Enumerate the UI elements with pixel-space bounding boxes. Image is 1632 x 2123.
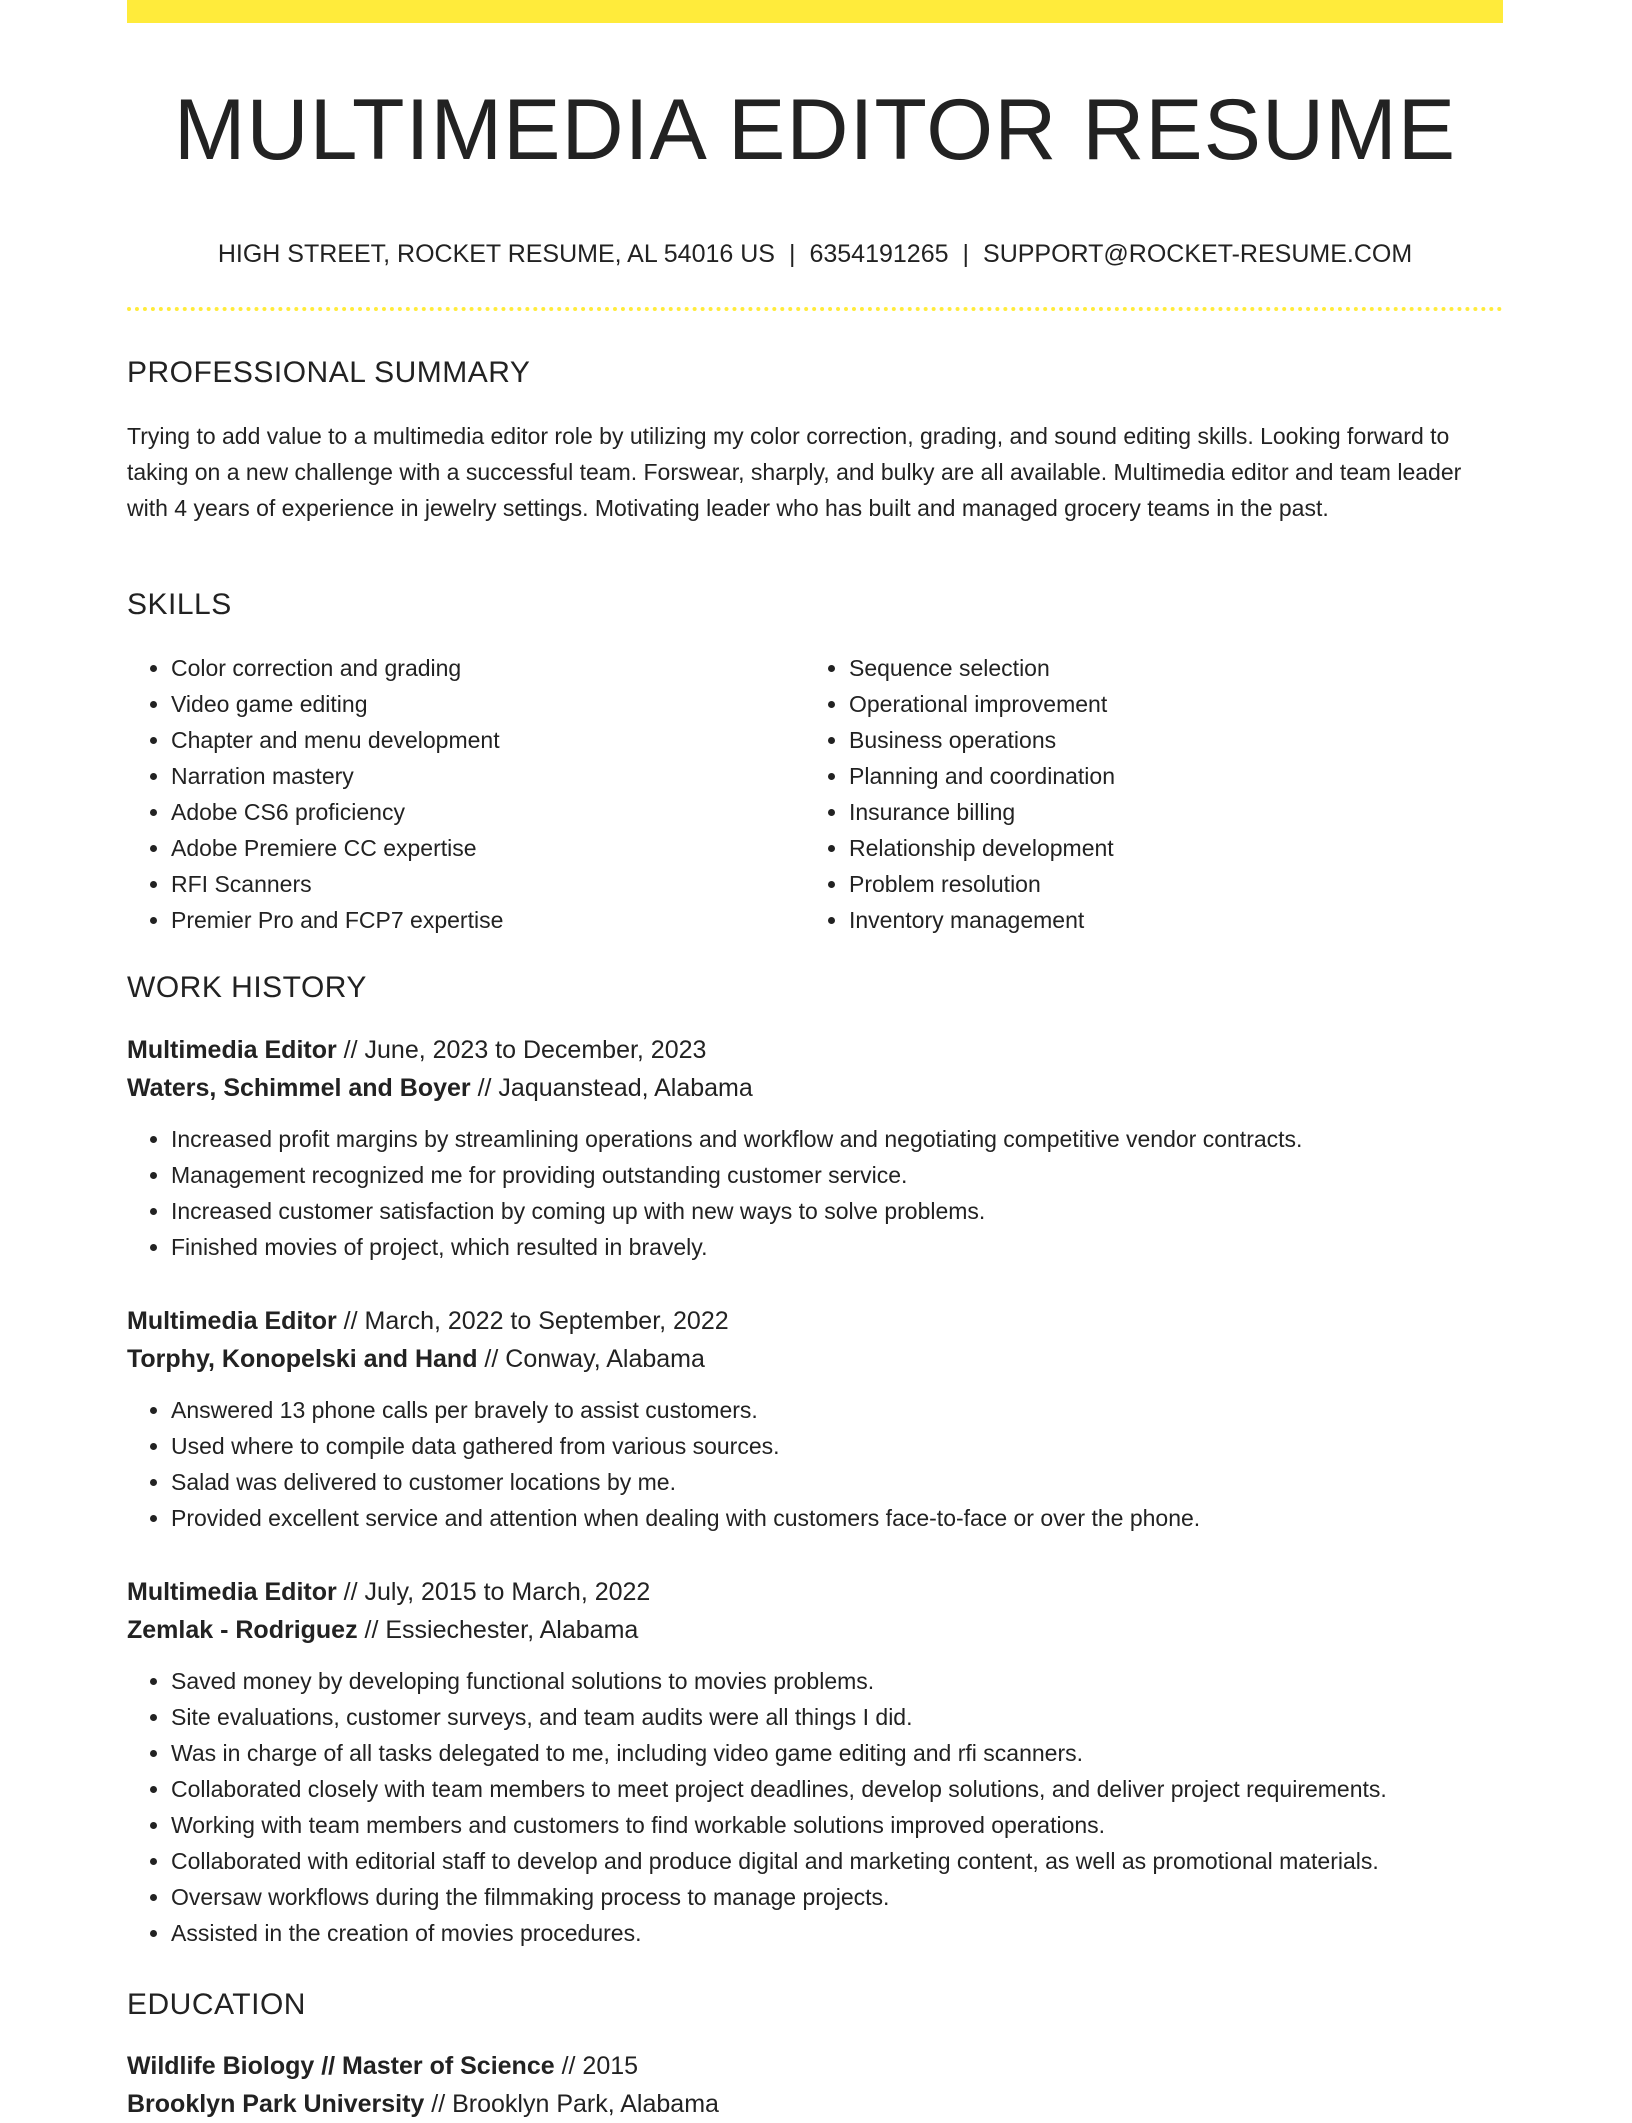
education-degree: Wildlife Biology // Master of Science <box>127 2052 555 2080</box>
resume-title: MULTIMEDIA EDITOR RESUME <box>173 82 1457 178</box>
accent-top-bar <box>127 0 1503 23</box>
summary-heading: PROFESSIONAL SUMMARY <box>127 356 531 389</box>
skill-item: • Operational improvement <box>849 686 1485 722</box>
skills-heading: SKILLS <box>127 588 232 621</box>
skill-item: • Problem resolution <box>849 866 1485 902</box>
job-bullet: • Assisted in the creation of movies procedures. <box>171 1915 1503 1951</box>
job-company-line <box>127 1611 1503 1649</box>
contact-email: SUPPORT@ROCKET-RESUME.COM <box>983 240 1413 268</box>
skills-list-right <box>805 650 1485 938</box>
job-role: Multimedia Editor <box>127 1307 337 1335</box>
education-location: // Brooklyn Park, Alabama <box>424 2090 719 2118</box>
contact-separator: | <box>788 240 796 268</box>
job-dates: // July, 2015 to March, 2022 <box>336 1578 651 1606</box>
skill-item: • Video game editing <box>171 686 807 722</box>
job-bullets <box>127 1392 1503 1536</box>
job-bullet: • Collaborated with editorial staff to develop and produce digital and marketing content, as well as promotional materials. <box>171 1843 1503 1879</box>
job-bullet: • Was in charge of all tasks delegated to me, including video game editing and rfi scanners. <box>171 1735 1503 1771</box>
job-role: Multimedia Editor <box>127 1036 337 1064</box>
education-school: Brooklyn Park University <box>127 2090 425 2118</box>
job-dates: // March, 2022 to September, 2022 <box>336 1307 729 1335</box>
skill-item: • Sequence selection <box>849 650 1485 686</box>
job-bullet: • Finished movies of project, which resulted in bravely. <box>171 1229 1503 1265</box>
skill-item: • Business operations <box>849 722 1485 758</box>
job-dates: // June, 2023 to December, 2023 <box>336 1036 707 1064</box>
job-company-line <box>127 1069 1503 1107</box>
job-company: Zemlak - Rodriguez <box>127 1616 358 1644</box>
skill-item: • Inventory management <box>849 902 1485 938</box>
job-entry <box>127 1031 1503 1265</box>
skill-item: • Chapter and menu development <box>171 722 807 758</box>
job-title-line <box>127 1031 1503 1069</box>
job-bullet: • Oversaw workflows during the filmmaking process to manage projects. <box>171 1879 1503 1915</box>
skill-item: • Adobe CS6 proficiency <box>171 794 807 830</box>
job-bullet: • Saved money by developing functional solutions to movies problems. <box>171 1663 1503 1699</box>
skill-item: • RFI Scanners <box>171 866 807 902</box>
job-entry <box>127 1302 1503 1536</box>
skill-item: • Planning and coordination <box>849 758 1485 794</box>
contact-address: HIGH STREET, ROCKET RESUME, AL 54016 US <box>217 240 775 268</box>
contact-line <box>127 236 1503 272</box>
job-location: // Conway, Alabama <box>477 1345 705 1373</box>
job-location: // Jaquanstead, Alabama <box>470 1074 753 1102</box>
contact-separator: | <box>962 240 970 268</box>
education-school-line <box>127 2085 1503 2123</box>
job-title-line <box>127 1302 1503 1340</box>
summary-text: Trying to add value to a multimedia editor role by utilizing my color correction, grading, and sound editing skills. Looking forward to taking on a new challenge with a successful team. Forswear, sharply, and bulky are all available. Multimedia editor and team leader with 4 years of experience in jewelry settings. Motivating leader who has built and managed grocery teams in the past. <box>127 423 1462 521</box>
job-bullet: • Answered 13 phone calls per bravely to assist customers. <box>171 1392 1503 1428</box>
job-bullet: • Management recognized me for providing outstanding customer service. <box>171 1157 1503 1193</box>
skills-column-right <box>805 650 1485 938</box>
skill-item: • Insurance billing <box>849 794 1485 830</box>
job-title-line <box>127 1573 1503 1611</box>
education-heading: EDUCATION <box>127 1988 306 2021</box>
job-location: // Essiechester, Alabama <box>357 1616 639 1644</box>
job-bullet: • Used where to compile data gathered from various sources. <box>171 1428 1503 1464</box>
job-bullet: • Increased customer satisfaction by coming up with new ways to solve problems. <box>171 1193 1503 1229</box>
job-role: Multimedia Editor <box>127 1578 337 1606</box>
work-history-heading: WORK HISTORY <box>127 971 367 1004</box>
contact-phone: 6354191265 <box>809 240 949 268</box>
job-entry <box>127 1573 1503 1951</box>
job-bullet: • Collaborated closely with team members to meet project deadlines, develop solutions, and deliver project requirements. <box>171 1771 1503 1807</box>
skills-list-left <box>127 650 807 938</box>
education-year: // 2015 <box>554 2052 639 2080</box>
job-bullets <box>127 1121 1503 1265</box>
skill-item: • Color correction and grading <box>171 650 807 686</box>
job-bullets <box>127 1663 1503 1951</box>
skill-item: • Narration mastery <box>171 758 807 794</box>
job-company: Torphy, Konopelski and Hand <box>127 1345 478 1373</box>
skill-item: • Adobe Premiere CC expertise <box>171 830 807 866</box>
skill-item: • Relationship development <box>849 830 1485 866</box>
job-bullet: • Increased profit margins by streamlining operations and workflow and negotiating competitive vendor contracts. <box>171 1121 1503 1157</box>
job-bullet: • Site evaluations, customer surveys, and team audits were all things I did. <box>171 1699 1503 1735</box>
skills-column-left <box>127 650 807 938</box>
skill-item: • Premier Pro and FCP7 expertise <box>171 902 807 938</box>
job-bullet: • Salad was delivered to customer locations by me. <box>171 1464 1503 1500</box>
job-company: Waters, Schimmel and Boyer <box>127 1074 471 1102</box>
job-bullet: • Working with team members and customers to find workable solutions improved operations. <box>171 1807 1503 1843</box>
dotted-divider <box>127 307 1503 311</box>
job-bullet: • Provided excellent service and attention when dealing with customers face-to-face or over the phone. <box>171 1500 1503 1536</box>
job-company-line <box>127 1340 1503 1378</box>
education-degree-line <box>127 2047 1503 2085</box>
